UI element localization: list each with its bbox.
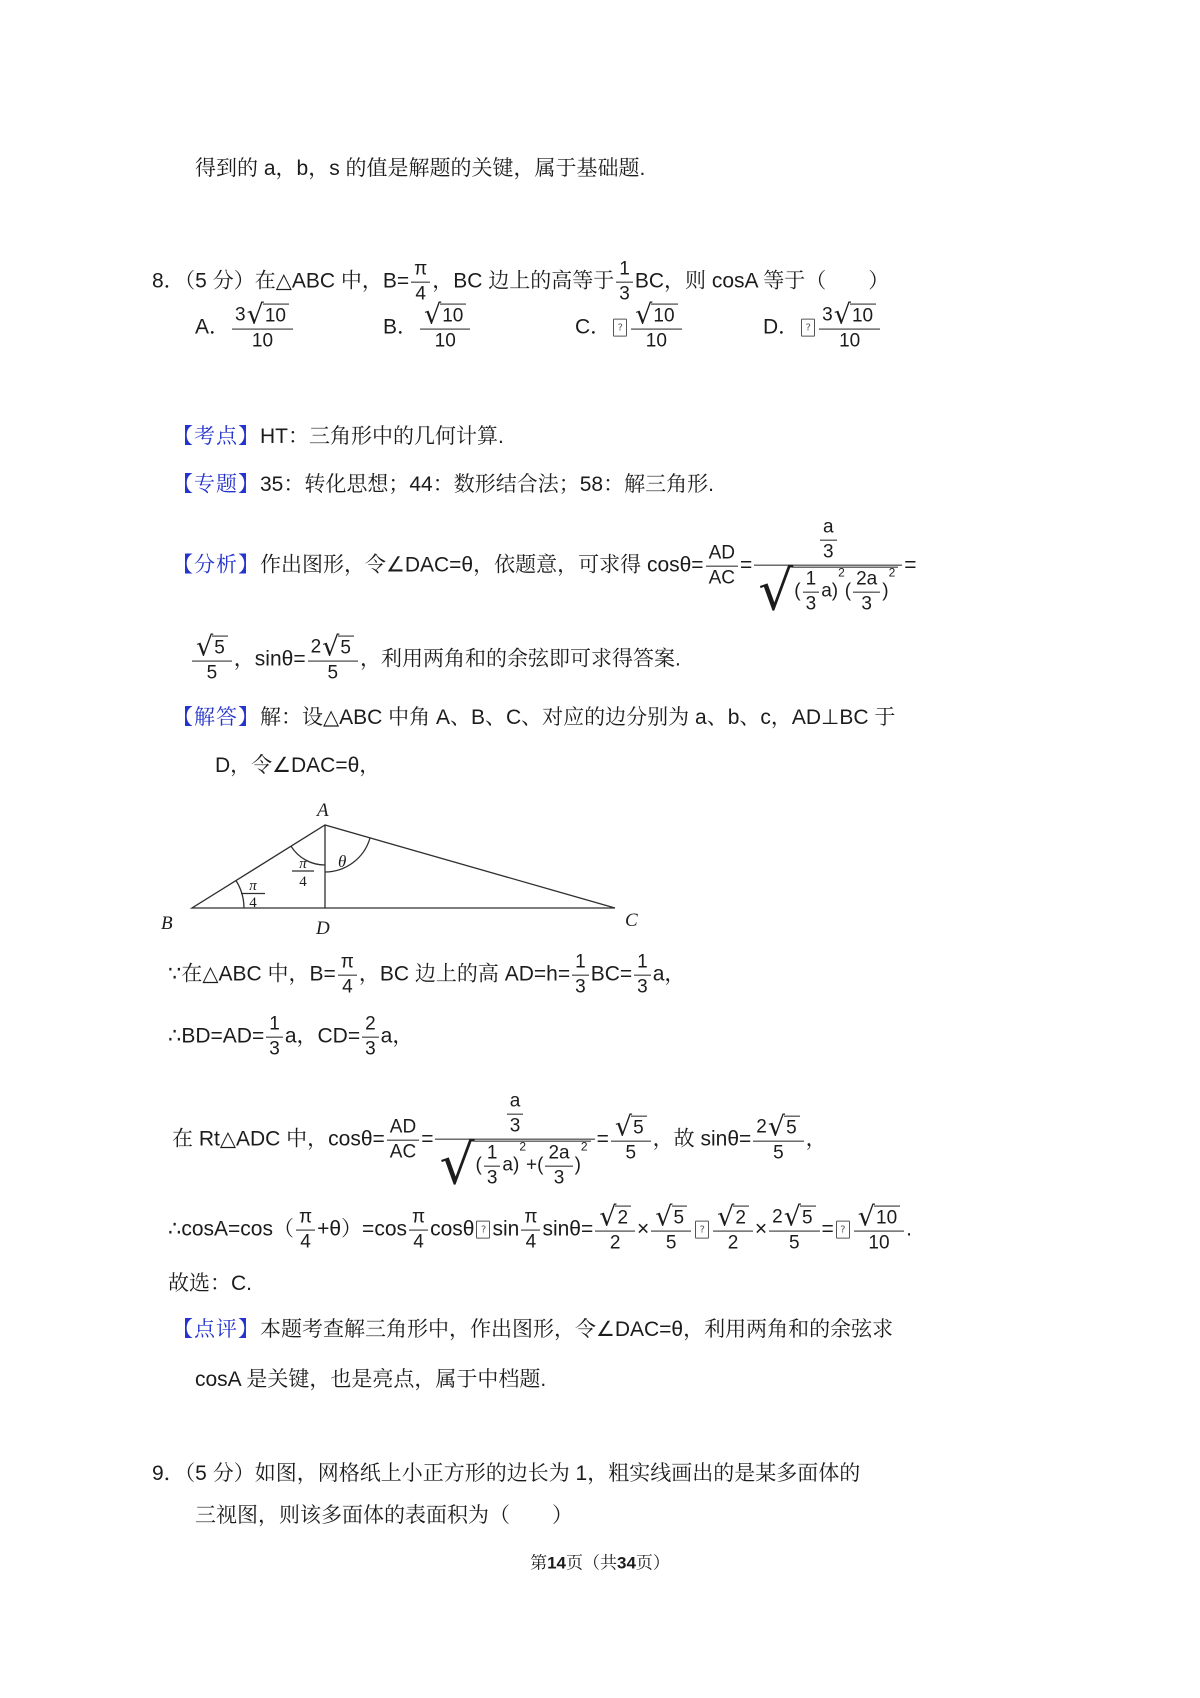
seg-frac <box>769 1201 819 1255</box>
seg-sqrt: √ 10 <box>834 304 876 328</box>
angle-b-denominator: 4 <box>249 895 257 911</box>
question-9-line-2 <box>195 1502 573 1530</box>
seg-frac <box>387 1117 419 1164</box>
seg-txt: = <box>739 553 753 577</box>
option-d-value <box>799 299 882 352</box>
seg-txt: ∵在△ABC 中，B= <box>168 962 336 986</box>
seg-txt: cosA 是关键，也是亮点，属于中档题. <box>195 1367 547 1391</box>
seg-txt: 1 <box>269 1013 280 1035</box>
seg-txt: 4 <box>300 1231 311 1253</box>
angle-b-numerator: π <box>249 878 257 894</box>
seg-txt: 2a <box>856 568 878 590</box>
seg-sqrt: √ ( 1 3 a) 2 ( 2a 3 ) 2 <box>758 566 898 615</box>
seg-txt: 3 <box>269 1038 280 1060</box>
seg-txt: ∴BD=AD= <box>168 1024 265 1048</box>
solution-conclusion-text <box>168 1272 252 1295</box>
seg-txt: 第 <box>530 1553 548 1573</box>
seg-frac <box>507 1091 524 1138</box>
zhuanti-text <box>260 473 714 496</box>
seg-txt: 页） <box>635 1553 670 1573</box>
seg-txt: 2 <box>310 636 322 658</box>
seg-txt: 5 <box>673 1207 685 1229</box>
solution-cosa-text <box>168 1201 912 1254</box>
seg-txt: = <box>596 1127 609 1151</box>
seg-txt: AD <box>389 1116 417 1138</box>
question-9-line-1 <box>152 1460 860 1488</box>
option-a-value <box>230 299 295 352</box>
seg-txt: BC，则 cosA 等于（ ） <box>634 269 890 293</box>
seg-txt: 3 <box>822 541 834 563</box>
zhuanti-line <box>172 471 714 499</box>
label-vertex-a: A <box>317 800 329 821</box>
seg-txt: D，令∠DAC=θ， <box>215 753 381 777</box>
seg-frac <box>338 952 357 999</box>
seg-txt: 5 <box>789 1232 800 1254</box>
seg-txt: sin <box>492 1217 520 1241</box>
seg-txt: ，利用两角和的余弦即可求得答案. <box>359 647 681 671</box>
seg-txt: 3 <box>637 976 648 998</box>
seg-txt: ( <box>794 580 801 602</box>
seg-txt: 10 <box>434 330 456 352</box>
seg-txt: 故选：C. <box>168 1271 252 1295</box>
seg-txt: 2 <box>617 1207 629 1229</box>
seg-frac <box>611 1111 651 1165</box>
option-a-label: A． <box>195 315 231 339</box>
seg-frac <box>521 1207 540 1254</box>
question-9-text-1 <box>152 1462 860 1485</box>
seg-sup: 2 <box>580 1139 588 1154</box>
kaodian-text <box>260 425 504 448</box>
seg-txt: cosθ <box>430 1217 475 1241</box>
seg-txt: AD <box>708 542 735 564</box>
question-8-text <box>152 258 890 305</box>
seg-txt: = <box>421 1127 434 1151</box>
seg-tofu: ? <box>695 1221 709 1239</box>
option-d <box>763 299 882 353</box>
seg-txt: 2 <box>772 1206 783 1228</box>
seg-frac <box>296 1207 315 1254</box>
zhuanti-label: 【专题】 <box>172 472 260 496</box>
seg-txt: 5 <box>214 637 225 659</box>
seg-sqrt: √ 5 <box>768 1116 800 1140</box>
seg-tofu: ? <box>476 1221 490 1239</box>
seg-txt: 5 <box>665 1232 677 1254</box>
seg-txt: . <box>906 1217 912 1241</box>
fenxi-line-1 <box>172 516 917 623</box>
seg-frac <box>706 543 738 590</box>
seg-txt: 2 <box>727 1232 739 1254</box>
seg-frac <box>651 1201 691 1255</box>
seg-sqrt: √ ( 1 3 a) 2 +( 2a 3 ) 2 <box>439 1140 590 1189</box>
seg-txt: ∴cosA=cos（ <box>168 1217 294 1241</box>
angle-arc-a-pi4 <box>291 846 325 865</box>
seg-tofu: ? <box>801 319 815 337</box>
seg-frac <box>362 1014 379 1061</box>
seg-frac <box>819 299 880 353</box>
seg-txt: 9．（5 分）如图，网格纸上小正方形的边长为 1，粗实线画出的是某多面体的 <box>152 1461 861 1485</box>
solution-conclusion-line <box>168 1270 252 1298</box>
solution-given-text <box>168 951 686 998</box>
page-footer-text <box>530 1554 670 1573</box>
seg-frac <box>616 259 633 306</box>
seg-txt: π <box>340 951 354 973</box>
jieda-label: 【解答】 <box>172 705 260 729</box>
solution-bd-cd-line <box>168 1014 413 1061</box>
seg-sqrt: √ 2 <box>599 1206 631 1230</box>
jieda-text-1 <box>260 706 895 729</box>
seg-txt: 3 <box>575 976 586 998</box>
angle-a-denominator: 4 <box>299 874 307 890</box>
seg-txt: AC <box>708 567 735 589</box>
seg-txt: 5 <box>786 1117 797 1139</box>
seg-txt: +θ）=cos <box>317 1217 407 1241</box>
option-c-label: C． <box>575 315 612 339</box>
seg-txt: HT：三角形中的几何计算. <box>260 424 504 448</box>
fenxi-line-2 <box>190 631 681 685</box>
seg-txt: 4 <box>413 1231 424 1253</box>
seg-sqrt: √ 5 <box>615 1116 647 1140</box>
seg-txt: 在 Rt△ADC 中，cosθ= <box>172 1127 385 1151</box>
seg-txt: 页（共 <box>566 1553 617 1573</box>
seg-sqrt: √ 10 <box>858 1206 900 1230</box>
seg-sqrt: √ 10 <box>424 304 466 328</box>
angle-arc-b <box>236 881 244 909</box>
seg-txt: 10 <box>851 305 874 327</box>
seg-frac <box>409 1207 428 1254</box>
seg-txt: 3 <box>619 283 630 305</box>
seg-txt: a) <box>821 580 839 602</box>
label-vertex-c: C <box>625 910 638 931</box>
seg-txt: 10 <box>653 305 675 327</box>
seg-txt: 3 <box>365 1038 376 1060</box>
seg-txt: 10 <box>645 330 667 352</box>
seg-txt: 3 <box>822 304 833 326</box>
seg-frac <box>545 1143 572 1190</box>
seg-sqrt: √ 10 <box>635 304 677 328</box>
seg-txt: BC= <box>590 962 633 986</box>
seg-txt: a <box>822 516 834 538</box>
seg-txt: AC <box>389 1141 417 1163</box>
seg-txt: 3 <box>509 1115 521 1137</box>
seg-frac <box>803 569 820 616</box>
solution-cosa-line <box>168 1201 912 1255</box>
fenxi-label: 【分析】 <box>172 553 260 577</box>
fenxi-text-1 <box>260 516 917 623</box>
seg-sqrt: √ 5 <box>655 1206 687 1230</box>
seg-tofu: ? <box>836 1221 850 1239</box>
dianping-text-1 <box>260 1318 893 1341</box>
seg-frac <box>634 952 651 999</box>
seg-txt: 3 <box>486 1167 498 1189</box>
seg-frac <box>411 259 430 306</box>
seg-sqrt: √ 2 <box>717 1206 749 1230</box>
dianping-line-2 <box>195 1366 546 1394</box>
option-b-label: B． <box>383 315 419 339</box>
seg-txt: 2 <box>756 1116 767 1138</box>
seg-b: 34 <box>617 1553 636 1573</box>
seg-txt: × <box>637 1217 650 1241</box>
seg-txt: sinθ= <box>542 1217 594 1241</box>
seg-txt: 3 <box>553 1167 565 1189</box>
seg-txt: 本题考查解三角形中，作出图形，令∠DAC=θ，利用两角和的余弦求 <box>260 1317 894 1341</box>
seg-frac <box>754 516 902 623</box>
seg-txt: 得到的 a，b，s 的值是解题的关键，属于基础题. <box>195 156 646 180</box>
seg-txt: 5 <box>340 637 351 659</box>
seg-frac <box>820 517 837 564</box>
seg-txt: 5 <box>773 1142 784 1164</box>
seg-txt: π <box>414 258 428 280</box>
seg-txt: ，sinθ= <box>233 647 306 671</box>
seg-txt: a， <box>380 1024 414 1048</box>
solution-rt-adc-line <box>172 1090 827 1197</box>
seg-txt: 10 <box>251 330 274 352</box>
seg-txt: a) <box>502 1154 520 1176</box>
option-b-value <box>418 299 472 352</box>
intro-text <box>195 157 645 180</box>
seg-txt: 10 <box>442 305 464 327</box>
seg-frac <box>420 299 470 353</box>
seg-txt: 10 <box>876 1207 898 1229</box>
seg-txt: 解：设△ABC 中角 A、B、C、对应的边分别为 a、b、c，AD⊥BC 于 <box>260 705 896 729</box>
seg-frac <box>572 952 589 999</box>
seg-txt: 1 <box>486 1142 498 1164</box>
seg-frac <box>484 1143 501 1190</box>
seg-txt: ) <box>574 1154 581 1176</box>
seg-frac <box>595 1201 635 1255</box>
seg-frac <box>713 1201 753 1255</box>
option-c <box>575 299 684 353</box>
seg-txt: π <box>524 1206 538 1228</box>
seg-txt: 2a <box>548 1142 570 1164</box>
seg-txt: π <box>412 1206 426 1228</box>
seg-txt: = <box>821 1217 834 1241</box>
seg-txt: 1 <box>805 568 817 590</box>
seg-txt: 5 <box>625 1142 637 1164</box>
kaodian-line <box>172 423 504 451</box>
seg-txt: 10 <box>868 1232 890 1254</box>
seg-txt: 5 <box>801 1207 813 1229</box>
seg-txt: 4 <box>525 1231 537 1253</box>
intro-paragraph <box>195 155 645 183</box>
seg-frac <box>853 569 880 616</box>
seg-txt: 3 <box>861 593 872 615</box>
solution-bd-cd-text <box>168 1013 414 1060</box>
kaodian-label: 【考点】 <box>172 424 260 448</box>
seg-txt: ， <box>805 1127 827 1151</box>
angle-a-numerator: π <box>299 856 307 872</box>
seg-txt: a <box>509 1090 521 1112</box>
seg-txt: ( <box>844 580 852 602</box>
seg-txt: 3 <box>805 593 817 615</box>
seg-txt: 2 <box>365 1013 376 1035</box>
seg-txt: ，故 sinθ= <box>652 1127 752 1151</box>
label-foot-d: D <box>316 918 330 939</box>
seg-txt: a，CD= <box>284 1024 361 1048</box>
label-vertex-b: B <box>161 913 173 934</box>
seg-frac <box>232 299 293 353</box>
seg-txt: 5 <box>327 662 339 684</box>
seg-txt: 2 <box>609 1232 621 1254</box>
seg-txt: 4 <box>342 976 353 998</box>
seg-sqrt: √ 5 <box>784 1206 816 1230</box>
seg-frac <box>435 1090 594 1197</box>
seg-txt: π <box>299 1206 313 1228</box>
seg-txt: 1 <box>619 258 630 280</box>
seg-txt: 1 <box>575 951 586 973</box>
option-a <box>195 299 295 353</box>
seg-txt: 4 <box>415 283 426 305</box>
seg-sup: 2 <box>519 1139 526 1154</box>
fenxi-text-2 <box>190 631 681 684</box>
seg-txt: ) <box>882 580 889 602</box>
dianping-text-2 <box>195 1368 546 1391</box>
seg-txt: 8．（5 分）在△ABC 中，B= <box>152 269 410 293</box>
seg-txt: 1 <box>637 951 648 973</box>
seg-txt: 10 <box>264 305 286 327</box>
seg-sqrt: √ 5 <box>196 636 228 660</box>
page-footer <box>0 1549 1200 1574</box>
seg-txt: a， <box>652 962 686 986</box>
seg-sqrt: √ 5 <box>322 636 354 660</box>
seg-frac <box>266 1014 283 1061</box>
seg-txt: 10 <box>839 330 861 352</box>
seg-txt: = <box>904 553 917 577</box>
seg-txt: ，BC 边上的高 AD=h= <box>358 962 571 986</box>
option-b <box>383 299 472 353</box>
solution-rt-adc-text <box>172 1090 827 1197</box>
seg-sup: 2 <box>838 565 845 580</box>
seg-frac <box>308 631 358 685</box>
seg-frac <box>753 1111 803 1165</box>
seg-sup: 2 <box>888 565 896 580</box>
seg-frac <box>192 631 232 685</box>
seg-txt: 2 <box>735 1207 746 1229</box>
seg-txt: 三视图，则该多面体的表面积为（ ） <box>195 1503 573 1527</box>
option-c-value <box>611 299 683 352</box>
seg-txt: × <box>754 1217 768 1241</box>
seg-frac <box>854 1201 904 1255</box>
question-9-text-2 <box>195 1504 573 1527</box>
seg-txt: ，BC 边上的高等于 <box>432 269 615 293</box>
option-d-label: D． <box>763 315 800 339</box>
question-8-stem <box>152 259 889 306</box>
solution-given-line <box>168 952 685 999</box>
seg-txt: 5 <box>206 662 218 684</box>
seg-txt: 35：转化思想；44：数形结合法；58：解三角形. <box>260 472 714 496</box>
seg-b: 14 <box>547 1553 566 1573</box>
dianping-label: 【点评】 <box>172 1317 260 1341</box>
angle-arc-a-theta <box>325 838 370 872</box>
seg-txt: 5 <box>633 1117 644 1139</box>
dianping-line-1 <box>172 1316 893 1344</box>
seg-tofu: ? <box>613 319 627 337</box>
jieda-line-1 <box>172 704 895 732</box>
seg-frac <box>631 299 681 353</box>
seg-txt: 作出图形，令∠DAC=θ，依题意，可求得 cosθ= <box>260 553 704 577</box>
seg-sqrt: √ 10 <box>247 304 289 328</box>
seg-txt: 3 <box>235 304 246 326</box>
label-theta: θ <box>338 852 347 871</box>
seg-txt: ( <box>475 1154 482 1176</box>
triangle-figure <box>145 750 665 940</box>
seg-txt: +( <box>526 1154 544 1176</box>
